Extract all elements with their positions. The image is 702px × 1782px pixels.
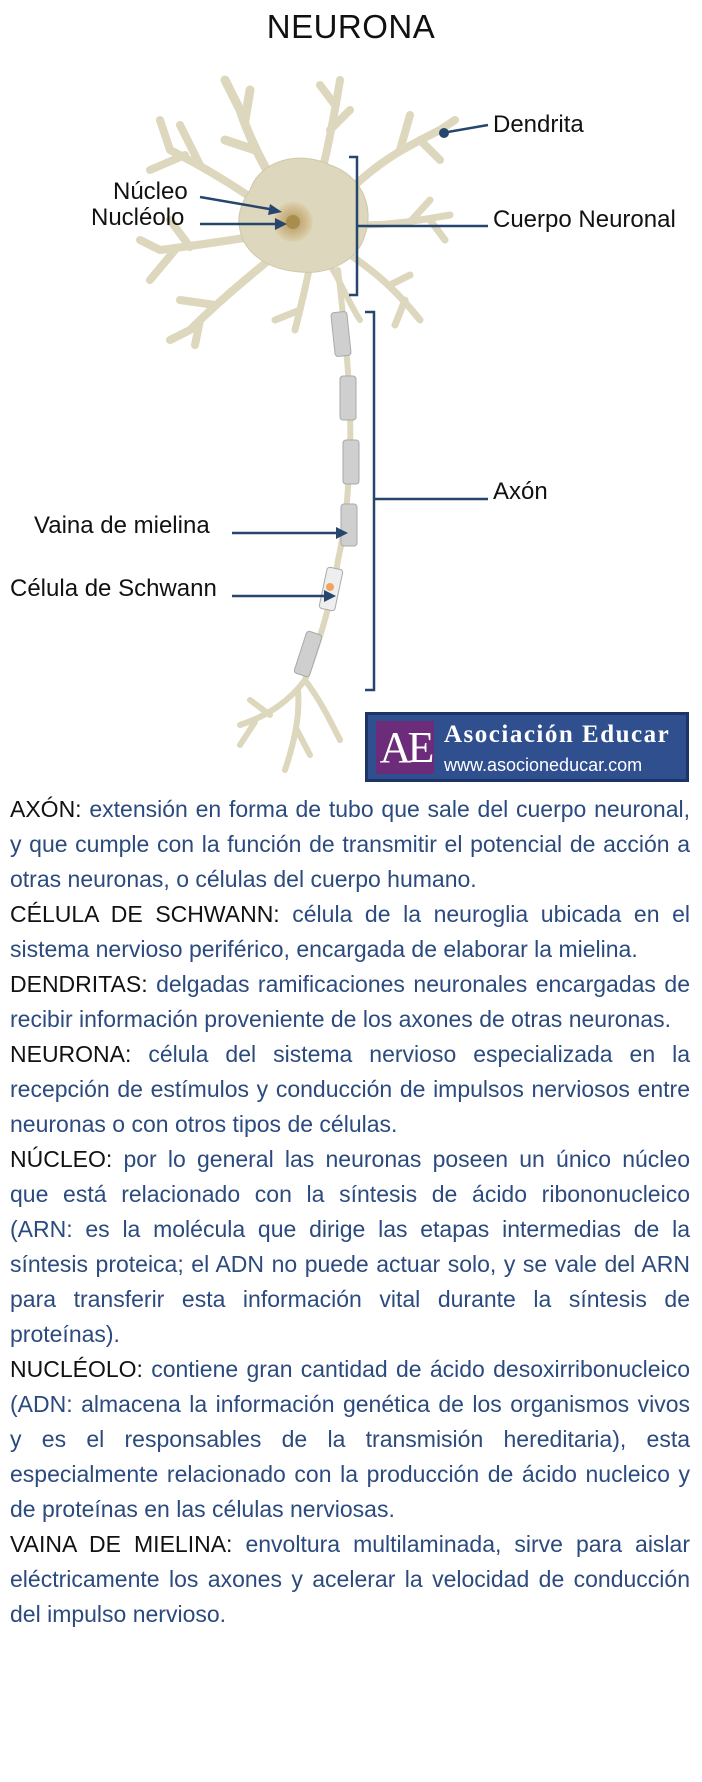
- logo-mark: AE: [376, 721, 434, 774]
- glossary-definition: extensión en forma de tubo que sale del cuerpo neuronal, y que cumple con la función de transmitir el potencial de acción a otras neuronas, o células del cuerpo humano.: [10, 796, 690, 892]
- asociacion-educar-logo: [365, 712, 689, 782]
- dendrita-pointer: [439, 128, 449, 138]
- logo-url: www.asocioneducar.com: [444, 755, 643, 775]
- neuron-diagram: [0, 0, 702, 790]
- glossary-entry-nucleolo: [10, 1352, 690, 1527]
- label-celula-schwann: Célula de Schwann: [10, 575, 217, 602]
- schwann-cell-nucleus: [326, 583, 334, 591]
- glossary-definition: envoltura multilaminada, sirve para aislar eléctricamente los axones y acelerar la velocidad de conducción del impulso nervioso.: [10, 1531, 690, 1627]
- glossary-definition: célula de la neuroglia ubicada en el sistema nervioso periférico, encargada de elaborar la mielina.: [10, 901, 690, 962]
- glossary-entry-neurona: [10, 1037, 690, 1142]
- glossary-definition: contiene gran cantidad de ácido desoxirribonucleico (ADN: almacena la información genética de los organismos vivos y es el responsables de la transmisión hereditaria), esta especialmente relacionado con la producción de ácido nucleico y de proteínas en las células nerviosas.: [10, 1356, 690, 1522]
- glossary-entry-schwann: [10, 897, 690, 967]
- glossary-definition: célula del sistema nervioso especializada en la recepción de estímulos y conducción de impulsos nerviosos entre neuronas o con otros tipos de células.: [10, 1041, 690, 1137]
- glossary: [10, 792, 690, 1632]
- glossary-term: AXÓN:: [10, 796, 82, 822]
- page-title: NEURONA: [266, 8, 436, 45]
- glossary-term: NÚCLEO:: [10, 1146, 113, 1172]
- label-nucleolo: Nucléolo: [91, 204, 185, 231]
- glossary-term: NUCLÉOLO:: [10, 1356, 143, 1382]
- glossary-entry-dendritas: [10, 967, 690, 1037]
- label-axon: Axón: [493, 478, 548, 505]
- label-dendrita: Dendrita: [493, 111, 584, 138]
- glossary-entry-nucleo: [10, 1142, 690, 1352]
- glossary-definition: por lo general las neuronas poseen un único núcleo que está relacionado con la síntesis de ácido ribononucleico (ARN: es la molécula que dirige las etapas intermedias de la síntesis proteica; el ADN no puede actuar solo, y se vale del ARN para transferir esta información vital durante la síntesis de proteínas).: [10, 1146, 690, 1347]
- glossary-definition: delgadas ramificaciones neuronales encargadas de recibir información proveniente de los axones de otras neuronas.: [10, 971, 690, 1032]
- glossary-term: CÉLULA DE SCHWANN:: [10, 901, 280, 927]
- glossary-entry-axon: [10, 792, 690, 897]
- glossary-term: DENDRITAS:: [10, 971, 148, 997]
- glossary-term: VAINA DE MIELINA:: [10, 1531, 233, 1557]
- glossary-entry-vaina: [10, 1527, 690, 1632]
- logo-name: Asociación Educar: [444, 721, 671, 748]
- glossary-term: NEURONA:: [10, 1041, 132, 1067]
- axon-terminals: [240, 680, 340, 770]
- label-vaina-mielina: Vaina de mielina: [34, 512, 210, 539]
- nucleolus: [286, 215, 300, 229]
- label-nucleo: Núcleo: [113, 178, 188, 205]
- label-cuerpo-neuronal: Cuerpo Neuronal: [493, 206, 676, 233]
